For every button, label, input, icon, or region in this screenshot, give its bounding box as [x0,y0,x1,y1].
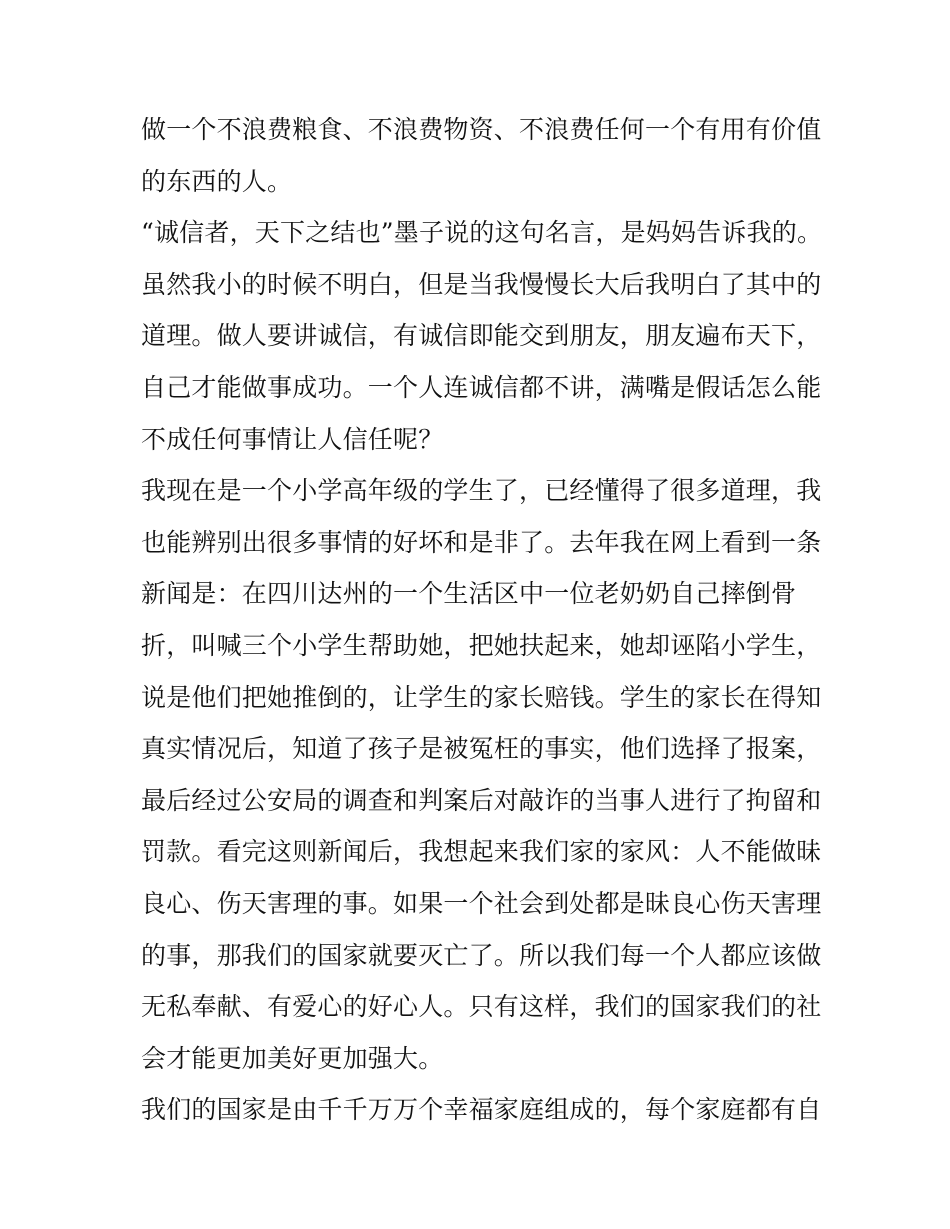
text-line: 虽然我小的时候不明白，但是当我慢慢长大后我明白了其中的 [141,269,822,299]
text-line: 我们的国家是由千千万万个幸福家庭组成的，每个家庭都有自 [141,1095,822,1125]
text-line: 最后经过公安局的调查和判案后对敲诈的当事人进行了拘留和 [141,785,822,815]
text-line: 不成任何事情让人信任呢？ [141,424,444,454]
text-line: 做一个不浪费粮食、不浪费物资、不浪费任何一个有用有价值 [141,115,822,144]
text-line: “诚信者，天下之结也”墨子说的这句名言，是妈妈告诉我的。 [141,218,823,248]
text-line: 会才能更加美好更加强大。 [141,1043,444,1073]
body-text [141,104,821,1136]
text-line: 说是他们把她推倒的，让学生的家长赔钱。学生的家长在得知 [141,682,822,712]
text-line: 罚款。看完这则新闻后，我想起来我们家的家风：人不能做昧 [141,837,822,867]
text-line: 折，叫喊三个小学生帮助她，把她扶起来，她却诬陷小学生， [141,630,822,660]
text-line: 新闻是：在四川达州的一个生活区中一位老奶奶自己摔倒骨 [141,579,797,609]
text-line: 的东西的人。 [141,166,293,196]
text-line: 道理。做人要讲诚信，有诚信即能交到朋友，朋友遍布天下， [141,321,822,351]
text-line: 也能辨别出很多事情的好坏和是非了。去年我在网上看到一条 [141,527,822,557]
text-line: 真实情况后，知道了孩子是被冤枉的事实，他们选择了报案， [141,734,822,764]
text-line: 良心、伤天害理的事。如果一个社会到处都是昧良心伤天害理 [141,888,822,918]
text-line: 无私奉献、有爱心的好心人。只有这样，我们的国家我们的社 [141,992,822,1022]
text-line: 自己才能做事成功。一个人连诚信都不讲，满嘴是假话怎么能 [141,372,822,402]
text-line: 我现在是一个小学高年级的学生了，已经懂得了很多道理，我 [141,476,822,506]
text-line: 的事，那我们的国家就要灭亡了。所以我们每一个人都应该做 [141,940,822,970]
